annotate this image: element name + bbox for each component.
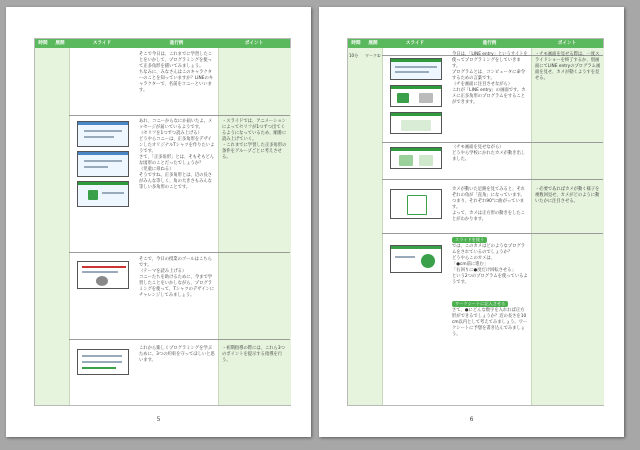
page-number: 5 [156,416,161,423]
slide-thumbnail [390,245,442,273]
row-point: ・必要であればカメが動く様子を複数回見せ、カメがどのように動いたかに注目させる。 [535,187,600,204]
row-text [452,301,528,338]
table-header [35,39,290,48]
phase-column [51,48,70,405]
phase-column [364,48,383,405]
point-column [531,48,604,405]
slide-thumbnail [390,85,442,107]
header-point: ポイント [557,41,577,46]
row-text: そこで今日は、これまでに学習したことをいかして、プログラミングを使って正多角形を描いてみましょう。 ちなみに、みなさんはこのキャラクターのことを知っていますか？LINEのキャラクターで、名前をコニーといいます。 [139,52,214,93]
header-phase: 展開 [368,41,378,46]
slide-thumbnail [77,349,129,375]
instruction-tag: ワークシートに記入させる [452,301,508,307]
header-progress: 進行例 [482,41,497,46]
row-text-body: では、このカメはどのようなプログラムをされているのでしょうか？ どうやらこのカメは、 「●cm前に進む」 「右回りに●度だけ回転させる」 という2つのプログラムを使っているようです。 [452,244,528,285]
header-progress: 進行例 [169,41,184,46]
row-text-body: さて、●にどんな数字を入れれば正方形ができるでしょうか？辺の長さを10cm以内として考えてみましょう。ワークシートに予想を書き込んでみましょう。 [452,308,528,337]
page-6 [319,7,624,437]
slide-thumbnail [77,151,129,177]
slide-thumbnail [390,112,442,134]
row-text: これから楽しくプログラミングを学ぶために、3つの約束を守ってほしいと思います。 [139,346,215,363]
header-slide: スライド [92,41,112,46]
slide-thumbnail [390,189,442,219]
row-text: （チモ画面を見せながら） どうやら学校にかれたカメが動き出しました。 [452,145,526,162]
header-phase: 展開 [55,41,65,46]
table-header [348,39,603,48]
slide-thumbnail [77,261,129,289]
row-text: 今日は、「LINE entry」というサイトを使ってプログラミングをしていきます。 プログラムとは、コンピュータに命令するための言葉です。 （チを画面に注目させながら） これが「LINE entry」の画面です。カメに正多角形のプログラムをすることができます。 [452,52,528,105]
header-point: ポイント [244,41,264,46]
slide-thumbnail [390,58,442,80]
page-5 [6,7,311,437]
slide-thumbnail [390,147,442,169]
row-divider [382,233,603,234]
row-divider [382,142,603,143]
row-text [452,237,528,286]
time-column [348,48,365,405]
time-column [35,48,52,405]
slide-thumbnail [77,121,129,147]
row-point: ・チモ画面を見せる際は、一度スライドショーを終了するか、別画面にてLINE entryのプログラム画面を見せ、カメが動くようすを見せる。 [535,52,601,81]
row-point: ・スライドでは、アニメーションによってセリフが1つずつ出てくるようになっているため、順番に読み上げていく。 ・これまでに学習した正多角形の条件をグループごとに考えさせる。 [222,119,287,160]
time-value: 10分 [349,53,359,58]
phase-value: ワーク① [365,53,381,58]
row-text: カメが動いた足跡を見てみると、それぞれの角が「直角」になっています。つまり、それぞれ90°に曲がっています。 よって、カメは正方形の動きをしたことがわかります。 [452,187,526,222]
row-text: あれ、コニーからなにか届いたよ。メッセージが届いているようです。 （セリフを1つずつ読み上げる） どうやらコニーは、正多角形をデザインしたオリジナルTシャツを作りたいようです。 さて、「正多角形」とは、そもそもどんな図形のことだったでしょうか？ （児童に尋ねる） そうですね。正多角形とは、辺の長さがみんな等しく、角の大きさもみんな等しい多角形のことです。 [139,119,215,190]
row-divider [382,179,603,180]
row-divider [69,252,290,253]
lesson-table [34,38,291,406]
header-time: 時間 [38,41,48,46]
header-slide: スライド [405,41,425,46]
row-divider [69,339,290,340]
row-divider [69,115,290,116]
row-point: ・初期指導の際には、これら3つのポイントを提示する指導を行う。 [222,346,285,363]
header-time: 時間 [351,41,361,46]
page-number: 6 [469,416,474,423]
instruction-tag: スライドを使う [452,237,487,243]
slide-thumbnail [77,181,129,207]
row-text: そこで、今日の授業のゴールはこちらです。 （テーマを読み上げる） コニーたちを助けるために、今まで学習したことをいかしながら、プログラミングを使って、Tシャツのデザインにチャレンジしてみましょう。 [139,257,215,298]
lesson-table [347,38,604,406]
